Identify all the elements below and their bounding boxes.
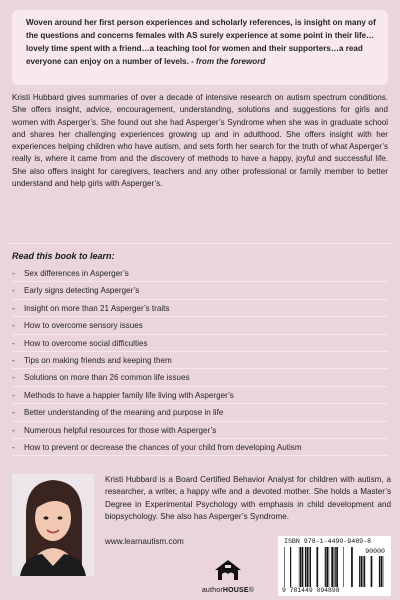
author-website: www.learnautism.com xyxy=(105,537,184,546)
publisher-logo xyxy=(188,559,268,595)
barcode-bar xyxy=(359,556,360,587)
list-item: - Early signs detecting Asperger’s xyxy=(12,282,388,299)
isbn-number: ISBN 978-1-4490-9489-8 xyxy=(284,538,372,545)
barcode-bar xyxy=(326,547,328,587)
foreword-quote: Woven around her first person experiences and scholarly references, is insight on many of the questions and concerns females with AS surely experience at some point in their life… lovely time spent with a friend…a teaching tool for women and their supporters…a read everyone can enjoy on a number of levels. xyxy=(26,18,376,66)
barcode-bar xyxy=(290,547,291,587)
list-item: - Sex differences in Asperger’s xyxy=(12,265,388,282)
barcode-bar xyxy=(302,547,304,587)
price-code: 90000 xyxy=(365,548,385,555)
ean-number: 9 781449 094898 xyxy=(282,587,340,594)
barcode-bar xyxy=(329,547,330,587)
barcode-bar xyxy=(331,547,333,587)
learn-heading: Read this book to learn: xyxy=(12,251,115,261)
barcode-bar xyxy=(335,547,336,587)
price-barcode-bars xyxy=(358,556,386,587)
list-item: - Better understanding of the meaning and purpose in life xyxy=(12,404,388,421)
barcode-bar xyxy=(371,556,373,587)
list-item: - How to overcome social difficulties xyxy=(12,335,388,352)
barcode-bar xyxy=(310,547,311,587)
section-divider xyxy=(8,243,392,244)
barcode-bar xyxy=(334,547,335,587)
learn-list xyxy=(12,265,388,456)
list-item: - Insight on more than 21 Asperger’s traits xyxy=(12,300,388,317)
list-item: - Numerous helpful resources for those with Asperger’s xyxy=(12,422,388,439)
list-item: - Tips on making friends and keeping them xyxy=(12,352,388,369)
list-item: - How to overcome sensory issues xyxy=(12,317,388,334)
ean-barcode-bars xyxy=(284,547,354,587)
book-description: Kristi Hubbard gives summaries of over a decade of intensive research on autism spectrum conditions. She offers insight, advice, encouragement, understanding, solutions and suggestions for girls and women with Asperger’s. She found out she had Asperger’s Syndrome when she was in graduate school and shares her challenging experiences growing up and in adulthood. She offers insight with her experiences helping children who have autism, and sets forth her search for the truth of what Asperger’s really is, where it came from and the discovery of methods to have a happy, joyful and successful life. She also offers insight for caregivers, teachers and any other professional or family member to better understand and help girls with Asperger’s. xyxy=(12,93,388,189)
barcode-bar xyxy=(383,556,384,587)
barcode-bar xyxy=(300,547,301,587)
barcode-bar xyxy=(307,547,309,587)
publisher-house-icon xyxy=(213,559,243,581)
barcode-bar xyxy=(325,547,326,587)
barcode-bar xyxy=(351,547,353,587)
barcode-bar xyxy=(284,547,285,587)
foreword-attribution: - from the foreword xyxy=(191,57,266,66)
barcode-bar xyxy=(363,556,364,587)
isbn-barcode xyxy=(278,536,391,596)
publisher-wordmark: authorHOUSE® xyxy=(201,587,255,594)
author-bio: Kristi Hubbard is a Board Certified Behavior Analyst for children with autism, a researcher, a writer, a happy wife and a devoted mother. She holds a Master’s Degree in Experimental Psychology with emphasis in child development and biopsychology. She also has Asperger’s Syndrome. xyxy=(105,475,391,521)
barcode-bar xyxy=(309,547,310,587)
foreword-box xyxy=(12,10,388,85)
list-item: - How to prevent or decrease the chances of your child from developing Autism xyxy=(12,439,388,456)
barcode-bar xyxy=(381,556,383,587)
barcode-bar xyxy=(336,547,338,587)
barcode-bar xyxy=(316,547,318,587)
barcode-bar xyxy=(305,547,306,587)
barcode-bar xyxy=(343,547,344,587)
barcode-bar xyxy=(379,556,380,587)
author-photo xyxy=(12,474,94,576)
barcode-bar xyxy=(299,547,300,587)
list-item: - Methods to have a happier family life living with Asperger’s xyxy=(12,387,388,404)
list-item: - Solutions on more than 26 common life issues xyxy=(12,369,388,386)
barcode-bar xyxy=(361,556,363,587)
barcode-bar xyxy=(364,556,365,587)
